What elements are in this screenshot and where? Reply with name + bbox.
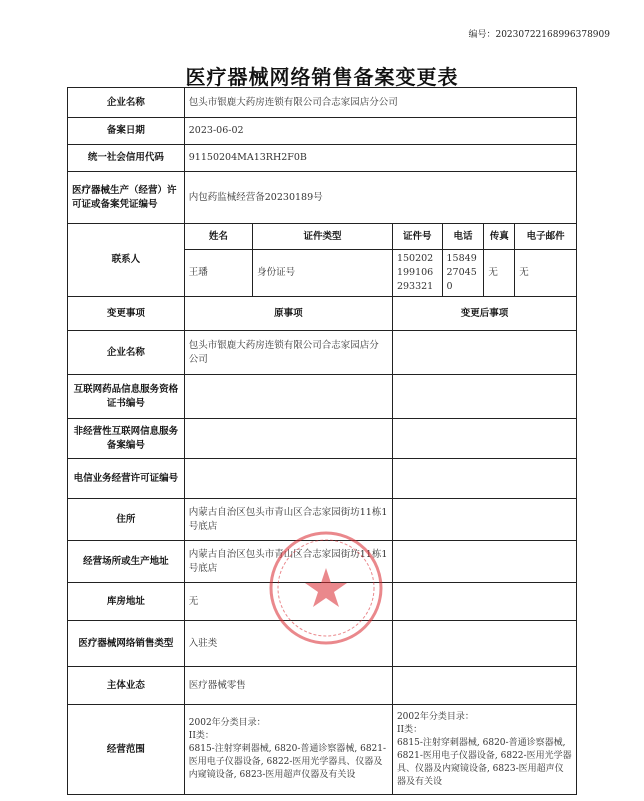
- original-items-header: 原事项: [184, 297, 392, 331]
- change-row-changed: [392, 667, 576, 705]
- change-row-changed: [392, 459, 576, 499]
- change-row-changed: [392, 541, 576, 583]
- contact-name: 王璠: [184, 250, 252, 297]
- credit-code-label: 统一社会信用代码: [68, 145, 185, 172]
- change-row-changed: [392, 375, 576, 419]
- company-name-value: 包头市银鹿大药房连锁有限公司合志家园店分公司: [184, 88, 576, 118]
- contact-label: 联系人: [68, 224, 185, 297]
- change-row-changed: [392, 419, 576, 459]
- change-row-label: 医疗器械网络销售类型: [68, 621, 185, 667]
- license-value: 内包药监械经营备20230189号: [184, 172, 576, 224]
- change-row-label: 企业名称: [68, 331, 185, 375]
- business-scope-changed: 2002年分类目录： II类： 6815-注射穿刺器械, 6820-普通诊察器械, 6821-医用电子仪器设备, 6822-医用光学器具、仪器及内窥镜设备, 6823-医用超声仪器及有关设: [392, 705, 576, 795]
- contact-header-name: 姓名: [184, 224, 252, 250]
- change-row-original: 医疗器械零售: [184, 667, 392, 705]
- record-date-value: 2023-06-02: [184, 118, 576, 145]
- change-row-changed: [392, 583, 576, 621]
- contact-header-id-number: 证件号: [392, 224, 442, 250]
- change-row-label: 经营场所或生产地址: [68, 541, 185, 583]
- change-row-original: 入驻类: [184, 621, 392, 667]
- company-name-label: 企业名称: [68, 88, 185, 118]
- change-row-label: 库房地址: [68, 583, 185, 621]
- change-row-changed: [392, 331, 576, 375]
- change-row-changed: [392, 621, 576, 667]
- change-row-original: 包头市银鹿大药房连锁有限公司合志家园店分公司: [184, 331, 392, 375]
- change-items-label: 变更事项: [68, 297, 185, 331]
- change-row-label: 互联网药品信息服务资格证书编号: [68, 375, 185, 419]
- change-row-original: [184, 419, 392, 459]
- contact-header-fax: 传真: [484, 224, 515, 250]
- license-label: 医疗器械生产（经营）许可证或备案凭证编号: [68, 172, 185, 224]
- contact-phone: 15849270450: [442, 250, 484, 297]
- change-row-label: 经营范围: [68, 705, 185, 795]
- change-row-original: [184, 375, 392, 419]
- change-row-changed: [392, 499, 576, 541]
- change-row-label: 非经营性互联网信息服务备案编号: [68, 419, 185, 459]
- contact-fax: 无: [484, 250, 515, 297]
- change-row-original: 内蒙古自治区包头市青山区合志家园街坊11栋1号底店: [184, 541, 392, 583]
- contact-header-id-type: 证件类型: [253, 224, 393, 250]
- change-row-original: 无: [184, 583, 392, 621]
- change-row-original: [184, 459, 392, 499]
- official-seal-stamp: [266, 528, 386, 648]
- page-title: 医疗器械网络销售备案变更表: [185, 65, 459, 89]
- serial-number: 编号：20230722168996378909: [468, 30, 610, 40]
- record-form-table: [67, 87, 577, 795]
- contact-email: 无: [515, 250, 577, 297]
- business-scope-original: 2002年分类目录： II类： 6815-注射穿刺器械, 6820-普通诊察器械, 6821-医用电子仪器设备, 6822-医用光学器具、仪器及内窥镜设备, 6823-医用超声仪器及有关设: [184, 705, 392, 795]
- contact-header-phone: 电话: [442, 224, 484, 250]
- changed-items-header: 变更后事项: [392, 297, 576, 331]
- contact-id-type: 身份证号: [253, 250, 393, 297]
- contact-header-email: 电子邮件: [515, 224, 577, 250]
- change-row-label: 电信业务经营许可证编号: [68, 459, 185, 499]
- credit-code-value: 91150204MA13RH2F0B: [184, 145, 576, 172]
- change-row-label: 主体业态: [68, 667, 185, 705]
- change-row-label: 住所: [68, 499, 185, 541]
- record-date-label: 备案日期: [68, 118, 185, 145]
- change-row-original: 内蒙古自治区包头市青山区合志家园街坊11栋1号底店: [184, 499, 392, 541]
- contact-id-number: 150202199106293321: [392, 250, 442, 297]
